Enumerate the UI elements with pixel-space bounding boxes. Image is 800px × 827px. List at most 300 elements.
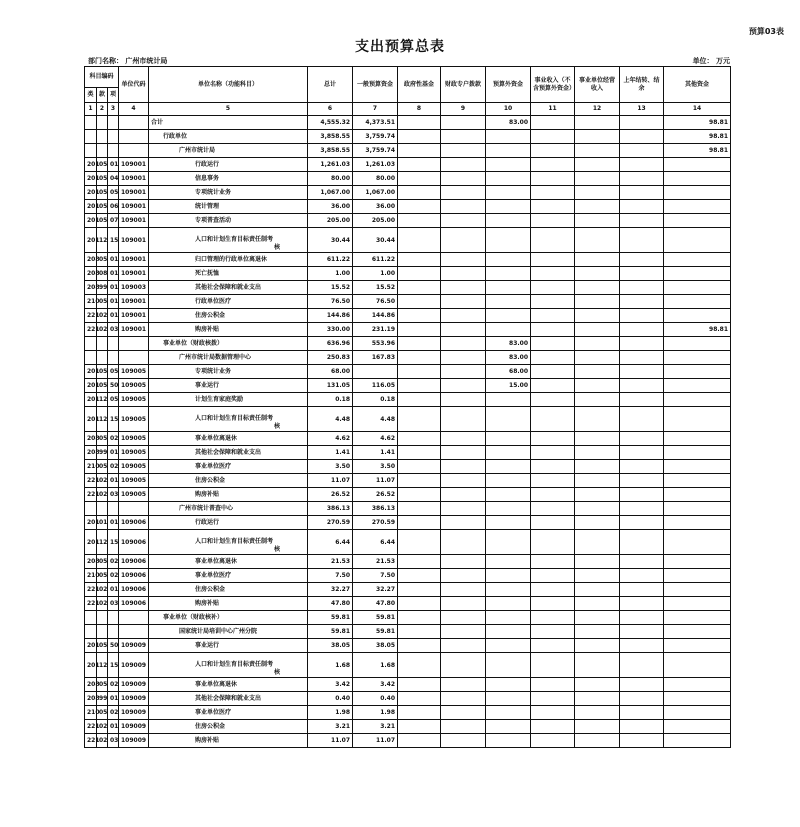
unit-name-text: 人口和计划生育目标责任制考 xyxy=(195,415,274,422)
unit-name-cell xyxy=(149,365,308,379)
off-budget-cell xyxy=(486,172,531,186)
fund-cell xyxy=(398,116,441,130)
kind-cell: 201 xyxy=(85,200,97,214)
header-item: 项 xyxy=(108,88,119,103)
item-cell xyxy=(108,502,119,516)
total-cell: 131.05 xyxy=(308,379,353,393)
section-cell: 05 xyxy=(97,365,108,379)
unit-name-cell xyxy=(149,393,308,407)
business-income-cell xyxy=(531,267,575,281)
off-budget-cell xyxy=(486,555,531,569)
fund-cell xyxy=(398,432,441,446)
unit-name-text: 住房公积金 xyxy=(195,585,226,593)
unit-code-cell: 109005 xyxy=(119,365,149,379)
general-budget-cell: 21.53 xyxy=(353,555,398,569)
off-budget-cell xyxy=(486,393,531,407)
off-budget-cell xyxy=(486,734,531,748)
unit-name-text: 事业单位离退休 xyxy=(195,680,238,688)
section-cell: 05 xyxy=(97,200,108,214)
item-cell: 15 xyxy=(108,530,119,555)
carryover-cell xyxy=(620,267,664,281)
general-budget-cell: 47.80 xyxy=(353,597,398,611)
fund-cell xyxy=(398,200,441,214)
table-row xyxy=(85,460,731,474)
carryover-cell xyxy=(620,281,664,295)
business-income-cell xyxy=(531,365,575,379)
column-number: 1 xyxy=(85,103,97,116)
operating-income-cell xyxy=(575,295,620,309)
total-cell: 1,261.03 xyxy=(308,158,353,172)
unit-name-cell xyxy=(149,639,308,653)
column-number: 8 xyxy=(398,103,441,116)
unit-name-cell xyxy=(149,597,308,611)
off-budget-cell xyxy=(486,653,531,678)
item-cell: 15 xyxy=(108,228,119,253)
kind-cell: 201 xyxy=(85,214,97,228)
unit-name-text: 事业运行 xyxy=(195,641,220,649)
kind-cell: 201 xyxy=(85,158,97,172)
unit-name-cell xyxy=(149,267,308,281)
general-budget-cell: 59.81 xyxy=(353,625,398,639)
section-cell: 02 xyxy=(97,309,108,323)
operating-income-cell xyxy=(575,158,620,172)
other-cell xyxy=(664,530,731,555)
fund-cell xyxy=(398,460,441,474)
section-cell: 02 xyxy=(97,720,108,734)
item-cell: 06 xyxy=(108,200,119,214)
general-budget-cell: 0.40 xyxy=(353,692,398,706)
carryover-cell xyxy=(620,337,664,351)
fiscal-account-cell xyxy=(441,214,486,228)
kind-cell: 221 xyxy=(85,583,97,597)
table-row xyxy=(85,144,731,158)
other-cell xyxy=(664,407,731,432)
table-row xyxy=(85,186,731,200)
total-cell: 144.86 xyxy=(308,309,353,323)
carryover-cell xyxy=(620,583,664,597)
business-income-cell xyxy=(531,253,575,267)
off-budget-cell xyxy=(486,530,531,555)
other-cell xyxy=(664,569,731,583)
other-cell: 98.81 xyxy=(664,116,731,130)
operating-income-cell xyxy=(575,678,620,692)
table-row xyxy=(85,653,731,678)
other-cell xyxy=(664,309,731,323)
header-section: 款 xyxy=(97,88,108,103)
fund-cell xyxy=(398,720,441,734)
other-cell xyxy=(664,597,731,611)
operating-income-cell xyxy=(575,407,620,432)
general-budget-cell: 59.81 xyxy=(353,611,398,625)
general-budget-cell: 7.50 xyxy=(353,569,398,583)
unit-name-cell xyxy=(149,172,308,186)
operating-income-cell xyxy=(575,720,620,734)
section-cell: 08 xyxy=(97,267,108,281)
operating-income-cell xyxy=(575,365,620,379)
item-cell: 02 xyxy=(108,432,119,446)
kind-cell: 201 xyxy=(85,365,97,379)
unit-code-cell xyxy=(119,116,149,130)
fund-cell xyxy=(398,692,441,706)
operating-income-cell xyxy=(575,281,620,295)
fund-cell xyxy=(398,158,441,172)
item-cell: 05 xyxy=(108,186,119,200)
item-cell: 15 xyxy=(108,407,119,432)
fiscal-account-cell xyxy=(441,407,486,432)
general-budget-cell: 1.68 xyxy=(353,653,398,678)
kind-cell: 208 xyxy=(85,253,97,267)
operating-income-cell xyxy=(575,460,620,474)
carryover-cell xyxy=(620,379,664,393)
unit-name-text: 统计管理 xyxy=(195,202,220,210)
section-cell: 01 xyxy=(97,516,108,530)
operating-income-cell xyxy=(575,474,620,488)
fund-cell xyxy=(398,393,441,407)
unit-name-cell xyxy=(149,678,308,692)
operating-income-cell xyxy=(575,706,620,720)
carryover-cell xyxy=(620,653,664,678)
carryover-cell xyxy=(620,130,664,144)
other-cell xyxy=(664,281,731,295)
item-cell: 02 xyxy=(108,460,119,474)
item-cell: 03 xyxy=(108,734,119,748)
total-cell: 3.42 xyxy=(308,678,353,692)
table-row xyxy=(85,295,731,309)
column-number: 14 xyxy=(664,103,731,116)
unit-label: 单位： 万元 xyxy=(692,57,730,65)
total-cell: 59.81 xyxy=(308,625,353,639)
unit-code-cell: 109006 xyxy=(119,597,149,611)
general-budget-cell: 3,759.74 xyxy=(353,130,398,144)
carryover-cell xyxy=(620,569,664,583)
total-cell: 1.68 xyxy=(308,653,353,678)
business-income-cell xyxy=(531,692,575,706)
off-budget-cell xyxy=(486,214,531,228)
business-income-cell xyxy=(531,530,575,555)
section-cell: 02 xyxy=(97,474,108,488)
general-budget-cell: 1.41 xyxy=(353,446,398,460)
item-cell: 01 xyxy=(108,446,119,460)
operating-income-cell xyxy=(575,488,620,502)
unit-name-cell xyxy=(149,214,308,228)
header-general-budget: 一般预算资金 xyxy=(353,67,398,103)
section-cell: 05 xyxy=(97,460,108,474)
fund-cell xyxy=(398,530,441,555)
header-unit-code: 单位代码 xyxy=(119,67,149,103)
unit-name-text: 其他社会保障和就业支出 xyxy=(195,448,262,456)
table-row xyxy=(85,611,731,625)
other-cell: 98.81 xyxy=(664,323,731,337)
unit-name-text: 事业单位医疗 xyxy=(195,571,232,579)
table-row xyxy=(85,351,731,365)
section-cell xyxy=(97,351,108,365)
carryover-cell xyxy=(620,474,664,488)
operating-income-cell xyxy=(575,625,620,639)
column-number: 10 xyxy=(486,103,531,116)
table-row xyxy=(85,130,731,144)
fund-cell xyxy=(398,130,441,144)
operating-income-cell xyxy=(575,337,620,351)
kind-cell: 221 xyxy=(85,720,97,734)
carryover-cell xyxy=(620,706,664,720)
unit-name-cell xyxy=(149,569,308,583)
kind-cell: 210 xyxy=(85,569,97,583)
fiscal-account-cell xyxy=(441,365,486,379)
unit-name-suffix: 核 xyxy=(274,423,281,430)
other-cell xyxy=(664,228,731,253)
section-cell: 12 xyxy=(97,530,108,555)
section-cell xyxy=(97,144,108,158)
off-budget-cell xyxy=(486,625,531,639)
general-budget-cell: 4.48 xyxy=(353,407,398,432)
operating-income-cell xyxy=(575,144,620,158)
column-number: 2 xyxy=(97,103,108,116)
kind-cell xyxy=(85,144,97,158)
business-income-cell xyxy=(531,474,575,488)
off-budget-cell xyxy=(486,267,531,281)
unit-name-text: 广州市统计局 xyxy=(179,146,216,154)
operating-income-cell xyxy=(575,116,620,130)
section-cell: 12 xyxy=(97,653,108,678)
unit-name-text: 事业单位医疗 xyxy=(195,462,232,470)
unit-name-cell xyxy=(149,530,308,555)
unit-name-cell xyxy=(149,432,308,446)
table-row xyxy=(85,678,731,692)
fiscal-account-cell xyxy=(441,720,486,734)
kind-cell: 201 xyxy=(85,516,97,530)
kind-cell: 201 xyxy=(85,186,97,200)
off-budget-cell xyxy=(486,295,531,309)
fund-cell xyxy=(398,379,441,393)
unit-name-text: 事业单位医疗 xyxy=(195,708,232,716)
section-cell: 05 xyxy=(97,706,108,720)
unit-name-text: 合计 xyxy=(151,118,164,126)
total-cell: 76.50 xyxy=(308,295,353,309)
fund-cell xyxy=(398,323,441,337)
unit-code-cell: 109001 xyxy=(119,214,149,228)
unit-code-cell: 109005 xyxy=(119,488,149,502)
fiscal-account-cell xyxy=(441,323,486,337)
business-income-cell xyxy=(531,488,575,502)
table-row xyxy=(85,267,731,281)
fund-cell xyxy=(398,625,441,639)
total-cell: 4.48 xyxy=(308,407,353,432)
form-number: 预算03表 xyxy=(748,27,784,36)
unit-name-text: 专项统计业务 xyxy=(195,367,232,375)
fiscal-account-cell xyxy=(441,446,486,460)
fund-cell xyxy=(398,172,441,186)
unit-code-cell: 109005 xyxy=(119,407,149,432)
total-cell: 3.50 xyxy=(308,460,353,474)
section-cell: 99 xyxy=(97,692,108,706)
unit-name-text: 住房公积金 xyxy=(195,476,226,484)
unit-name-text: 住房公积金 xyxy=(195,722,226,730)
total-cell: 21.53 xyxy=(308,555,353,569)
general-budget-cell: 1,067.00 xyxy=(353,186,398,200)
carryover-cell xyxy=(620,295,664,309)
item-cell: 03 xyxy=(108,488,119,502)
unit-code-cell xyxy=(119,502,149,516)
item-cell: 01 xyxy=(108,692,119,706)
item-cell: 02 xyxy=(108,569,119,583)
general-budget-cell: 32.27 xyxy=(353,583,398,597)
table-row xyxy=(85,530,731,555)
business-income-cell xyxy=(531,502,575,516)
unit-code-cell: 109001 xyxy=(119,186,149,200)
general-budget-cell: 76.50 xyxy=(353,295,398,309)
header-subject-code: 科目编码 xyxy=(85,67,119,88)
item-cell: 01 xyxy=(108,720,119,734)
unit-name-cell xyxy=(149,295,308,309)
general-budget-cell: 205.00 xyxy=(353,214,398,228)
business-income-cell xyxy=(531,583,575,597)
fiscal-account-cell xyxy=(441,351,486,365)
fund-cell xyxy=(398,611,441,625)
carryover-cell xyxy=(620,446,664,460)
other-cell xyxy=(664,379,731,393)
business-income-cell xyxy=(531,393,575,407)
general-budget-cell: 36.00 xyxy=(353,200,398,214)
header-unit-name: 单位名称（功能科目） xyxy=(149,67,308,103)
general-budget-cell: 1.00 xyxy=(353,267,398,281)
column-number: 5 xyxy=(149,103,308,116)
general-budget-cell: 3.50 xyxy=(353,460,398,474)
carryover-cell xyxy=(620,488,664,502)
operating-income-cell xyxy=(575,186,620,200)
general-budget-cell: 3.21 xyxy=(353,720,398,734)
off-budget-cell xyxy=(486,678,531,692)
unit-name-cell xyxy=(149,653,308,678)
business-income-cell xyxy=(531,295,575,309)
header-operating-income: 事业单位经营收入 xyxy=(575,67,620,103)
fund-cell xyxy=(398,639,441,653)
kind-cell xyxy=(85,611,97,625)
unit-name-cell xyxy=(149,144,308,158)
business-income-cell xyxy=(531,653,575,678)
fund-cell xyxy=(398,569,441,583)
column-number: 11 xyxy=(531,103,575,116)
item-cell xyxy=(108,625,119,639)
table-row xyxy=(85,253,731,267)
carryover-cell xyxy=(620,323,664,337)
fiscal-account-cell xyxy=(441,432,486,446)
total-cell: 59.81 xyxy=(308,611,353,625)
section-cell: 02 xyxy=(97,488,108,502)
business-income-cell xyxy=(531,555,575,569)
off-budget-cell xyxy=(486,583,531,597)
item-cell xyxy=(108,351,119,365)
general-budget-cell: 270.59 xyxy=(353,516,398,530)
section-cell xyxy=(97,130,108,144)
unit-code-cell: 109001 xyxy=(119,253,149,267)
operating-income-cell xyxy=(575,130,620,144)
other-cell xyxy=(664,253,731,267)
department-label: 部门名称： 广州市统计局 xyxy=(88,57,168,65)
kind-cell: 201 xyxy=(85,530,97,555)
item-cell: 01 xyxy=(108,158,119,172)
unit-code-cell: 109001 xyxy=(119,172,149,186)
fund-cell xyxy=(398,295,441,309)
kind-cell: 221 xyxy=(85,488,97,502)
unit-code-cell: 109001 xyxy=(119,158,149,172)
unit-code-cell: 109009 xyxy=(119,639,149,653)
section-cell: 02 xyxy=(97,597,108,611)
unit-name-suffix: 核 xyxy=(274,669,281,676)
fiscal-account-cell xyxy=(441,625,486,639)
section-cell: 12 xyxy=(97,228,108,253)
unit-name-cell xyxy=(149,720,308,734)
total-cell: 0.40 xyxy=(308,692,353,706)
general-budget-cell: 26.52 xyxy=(353,488,398,502)
other-cell xyxy=(664,734,731,748)
item-cell: 01 xyxy=(108,583,119,597)
carryover-cell xyxy=(620,116,664,130)
unit-code-cell: 109006 xyxy=(119,530,149,555)
kind-cell xyxy=(85,502,97,516)
total-cell: 3,858.55 xyxy=(308,144,353,158)
unit-name-cell xyxy=(149,516,308,530)
business-income-cell xyxy=(531,130,575,144)
unit-name-text: 其他社会保障和就业支出 xyxy=(195,283,262,291)
unit-name-suffix: 核 xyxy=(274,244,281,251)
operating-income-cell xyxy=(575,639,620,653)
total-cell: 250.83 xyxy=(308,351,353,365)
item-cell: 01 xyxy=(108,309,119,323)
unit-code-cell xyxy=(119,337,149,351)
unit-code-cell: 109009 xyxy=(119,720,149,734)
unit-name-text: 购房补贴 xyxy=(195,599,220,607)
fiscal-account-cell xyxy=(441,186,486,200)
carryover-cell xyxy=(620,228,664,253)
operating-income-cell xyxy=(575,611,620,625)
unit-code-cell: 109005 xyxy=(119,446,149,460)
unit-code-cell: 109009 xyxy=(119,734,149,748)
fiscal-account-cell xyxy=(441,583,486,597)
table-row xyxy=(85,365,731,379)
kind-cell: 201 xyxy=(85,639,97,653)
other-cell xyxy=(664,611,731,625)
other-cell xyxy=(664,720,731,734)
other-cell xyxy=(664,502,731,516)
carryover-cell xyxy=(620,144,664,158)
unit-name-text: 住房公积金 xyxy=(195,311,226,319)
off-budget-cell: 68.00 xyxy=(486,365,531,379)
carryover-cell xyxy=(620,351,664,365)
operating-income-cell xyxy=(575,583,620,597)
table-row xyxy=(85,734,731,748)
off-budget-cell xyxy=(486,186,531,200)
carryover-cell xyxy=(620,502,664,516)
operating-income-cell xyxy=(575,393,620,407)
total-cell: 26.52 xyxy=(308,488,353,502)
total-cell: 7.50 xyxy=(308,569,353,583)
unit-name-cell xyxy=(149,611,308,625)
section-cell: 05 xyxy=(97,158,108,172)
section-cell: 12 xyxy=(97,393,108,407)
item-cell: 50 xyxy=(108,379,119,393)
item-cell: 03 xyxy=(108,323,119,337)
general-budget-cell: 15.52 xyxy=(353,281,398,295)
item-cell: 01 xyxy=(108,474,119,488)
item-cell: 02 xyxy=(108,678,119,692)
unit-code-cell: 109005 xyxy=(119,379,149,393)
off-budget-cell xyxy=(486,692,531,706)
unit-name-text: 计划生育家庭奖励 xyxy=(195,395,244,403)
general-budget-cell xyxy=(353,365,398,379)
fiscal-account-cell xyxy=(441,309,486,323)
section-cell xyxy=(97,502,108,516)
fiscal-account-cell xyxy=(441,130,486,144)
